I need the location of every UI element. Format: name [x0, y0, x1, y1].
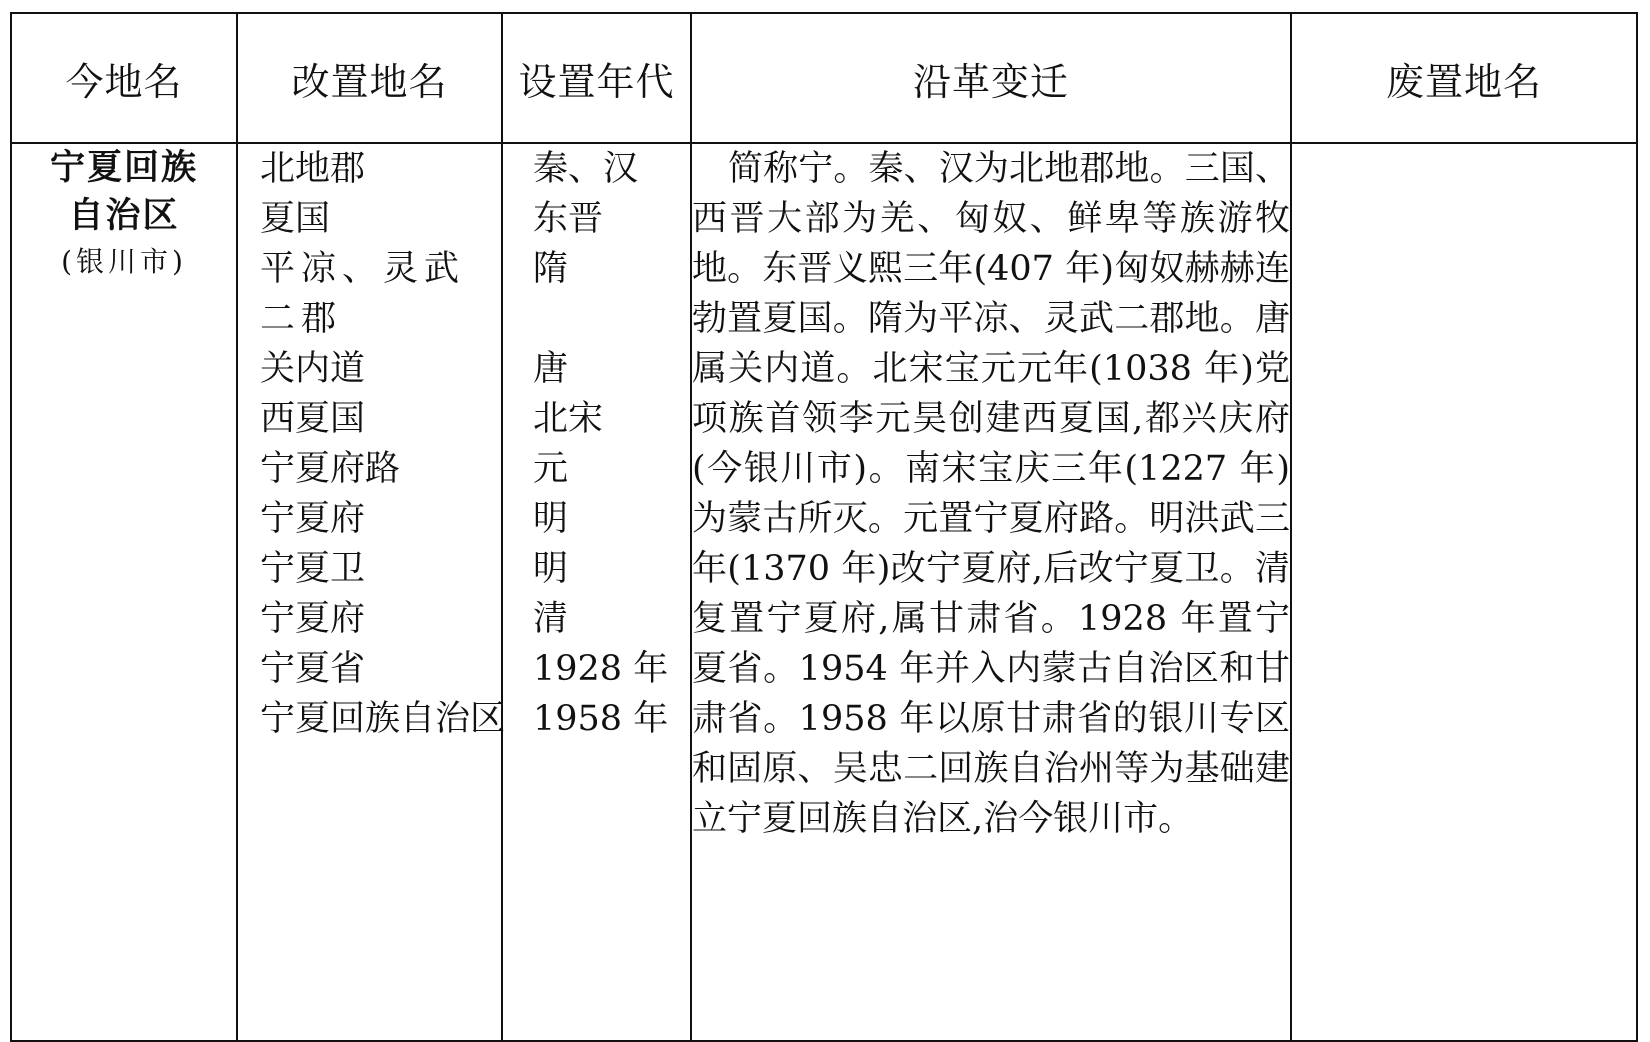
changed-names-cell	[237, 143, 506, 1041]
list-item: 宁夏府	[260, 499, 366, 539]
list-item: 秦、汉	[533, 149, 639, 189]
abolished-name-cell	[1291, 143, 1637, 1041]
list-item: 1958 年	[533, 699, 669, 739]
list-item: 平凉、灵武二郡	[260, 249, 466, 339]
list-item: 西夏国	[260, 399, 366, 439]
header-current-name: 今地名	[11, 13, 237, 143]
list-item: 明	[533, 549, 569, 589]
list-item: 宁夏省	[260, 649, 366, 689]
current-name-line2: 自治区	[68, 195, 180, 236]
current-name-cell	[11, 143, 237, 1041]
list-item: 元	[533, 449, 569, 489]
header-history: 沿革变迁	[691, 13, 1291, 143]
list-item: 唐	[533, 349, 569, 389]
history-text: 简称宁。秦、汉为北地郡地。三国、西晋大部为羌、匈奴、鲜卑等族游牧地。东晋义熙三年(407 年)匈奴赫赫连勃置夏国。隋为平凉、灵武二郡地。唐属关内道。北宋宝元元年(1038 年)党项族首领李元昊创建西夏国,都兴庆府(今银川市)。南宋宝庆三年(1227 年)为蒙古所灭。元置宁夏府路。明洪武三年(1370 年)改宁夏府,后改宁夏卫。清复置宁夏府,属甘肃省。1928 年置宁夏省。1954 年并入内蒙古自治区和甘肃省。1958 年以原甘肃省的银川专区和固原、吴忠二回族自治州等为基础建立宁夏回族自治区,治今银川市。	[692, 149, 1290, 839]
set-periods-cell	[502, 143, 691, 1041]
list-item: 隋	[533, 249, 569, 289]
list-item: 宁夏府	[260, 599, 366, 639]
list-item	[503, 294, 690, 344]
history-cell	[691, 143, 1291, 1041]
list-item: 关内道	[260, 349, 366, 389]
list-item: 宁夏回族自治区	[260, 699, 506, 739]
list-item: 1928 年	[533, 649, 669, 689]
changed-names-list	[238, 144, 506, 744]
header-abolished-name: 废置地名	[1291, 13, 1637, 143]
header-row	[11, 13, 1637, 143]
history-table	[10, 12, 1638, 1042]
list-item: 东晋	[533, 199, 604, 239]
list-item: 夏国	[260, 199, 331, 239]
current-name-note: (银川市)	[61, 245, 187, 278]
header-set-period: 设置年代	[502, 13, 691, 143]
table-row	[11, 143, 1637, 1041]
header-changed-name: 改置地名	[237, 13, 502, 143]
list-item: 清	[533, 599, 569, 639]
list-item: 北地郡	[260, 149, 366, 189]
list-item: 宁夏府路	[260, 449, 401, 489]
current-name-line1: 宁夏回族	[49, 147, 198, 188]
set-periods-list	[503, 144, 690, 744]
list-item: 明	[533, 499, 569, 539]
list-item: 北宋	[533, 399, 604, 439]
list-item: 宁夏卫	[260, 549, 366, 589]
